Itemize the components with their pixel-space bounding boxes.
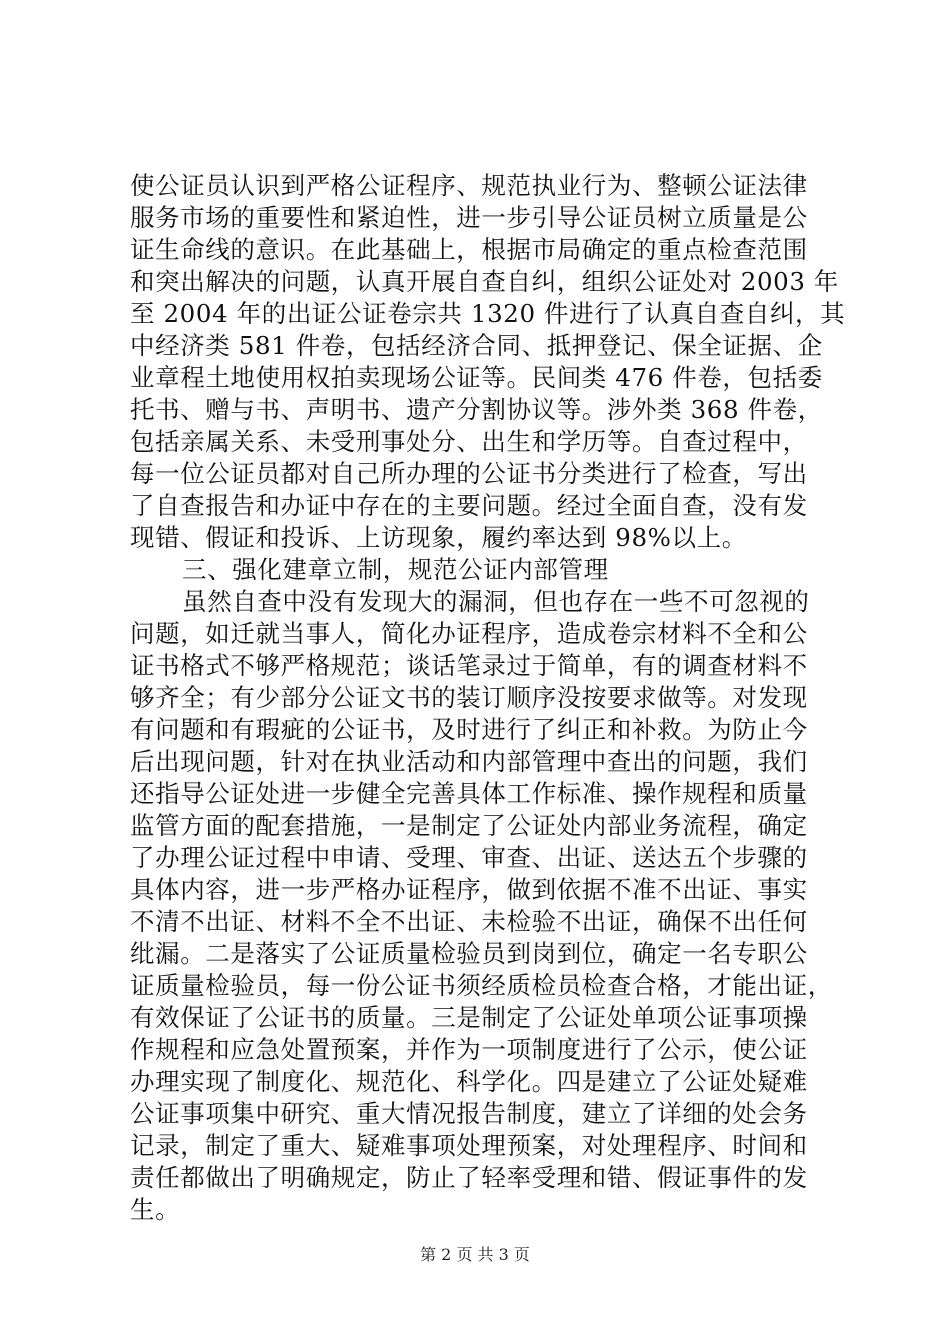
text-line: 问题，如迁就当事人，简化办证程序，造成卷宗材料不全和公 (130, 619, 808, 648)
text-line: 和突出解决的问题，认真开展自查自纠，组织公证处对 2003 年 (130, 267, 840, 296)
text-line: 具体内容，进一步严格办证程序，做到依据不准不出证、事实 (130, 875, 808, 904)
text-line: 纰漏。二是落实了公证质量检验员到岗到位，确定一名专职公 (130, 939, 808, 968)
text-line: 中经济类 581 件卷，包括经济合同、抵押登记、保全证据、企 (130, 331, 823, 360)
text-line: 业章程土地使用权拍卖现场公证等。民间类 476 件卷，包括委 (130, 363, 823, 392)
text-line: 现错、假证和投诉、上访现象，履约率达到 98%以上。 (130, 523, 747, 552)
text-line: 使公证员认识到严格公证程序、规范执业行为、整顿公证法律 (130, 171, 808, 200)
text-line: 够齐全；有少部分公证文书的装订顺序没按要求做等。对发现 (130, 683, 808, 712)
text-line: 了自查报告和办证中存在的主要问题。经过全面自查，没有发 (130, 491, 808, 520)
text-line: 证质量检验员，每一份公证书须经质检员检查合格，才能出证， (130, 971, 833, 1000)
text-line: 还指导公证处进一步健全完善具体工作标准、操作规程和质量 (130, 779, 808, 808)
text-line: 后出现问题，针对在执业活动和内部管理中查出的问题，我们 (130, 747, 808, 776)
text-line: 办理实现了制度化、规范化、科学化。四是建立了公证处疑难 (130, 1067, 808, 1096)
text-line: 有效保证了公证书的质量。三是制定了公证处单项公证事项操 (130, 1003, 808, 1032)
text-line: 每一位公证员都对自己所办理的公证书分类进行了检查，写出 (130, 459, 808, 488)
text-line: 不清不出证、材料不全不出证、未检验不出证，确保不出任何 (130, 907, 808, 936)
text-line: 责任都做出了明确规定，防止了轻率受理和错、假证事件的发 (130, 1163, 808, 1192)
section-heading: 三、强化建章立制，规范公证内部管理 (182, 555, 609, 584)
text-line: 记录，制定了重大、疑难事项处理预案，对处理程序、时间和 (130, 1131, 808, 1160)
text-line: 服务市场的重要性和紧迫性，进一步引导公证员树立质量是公 (130, 203, 808, 232)
text-line: 了办理公证过程中申请、受理、审查、出证、送达五个步骤的 (130, 843, 808, 872)
text-line: 有问题和有瑕疵的公证书，及时进行了纠正和补救。为防止今 (130, 715, 808, 744)
text-line: 作规程和应急处置预案，并作为一项制度进行了公示，使公证 (130, 1035, 808, 1064)
text-line: 生。 (130, 1195, 181, 1224)
text-line: 托书、赠与书、声明书、遗产分割协议等。涉外类 368 件卷， (130, 395, 823, 424)
text-line: 至 2004 年的出证公证卷宗共 1320 件进行了认真自查自纠，其 (130, 299, 846, 328)
text-line: 公证事项集中研究、重大情况报告制度，建立了详细的处会务 (130, 1099, 808, 1128)
text-line: 虽然自查中没有发现大的漏洞，但也存在一些不可忽视的 (182, 587, 810, 616)
page-footer: 第 2 页 共 3 页 (420, 1245, 530, 1264)
text-line: 证生命线的意识。在此基础上，根据市局确定的重点检查范围 (130, 235, 808, 264)
text-line: 证书格式不够严格规范；谈话笔录过于简单，有的调查材料不 (130, 651, 808, 680)
text-line: 监管方面的配套措施，一是制定了公证处内部业务流程，确定 (130, 811, 808, 840)
text-line: 包括亲属关系、未受刑事处分、出生和学历等。自查过程中， (130, 427, 808, 456)
document-body (130, 170, 846, 1226)
